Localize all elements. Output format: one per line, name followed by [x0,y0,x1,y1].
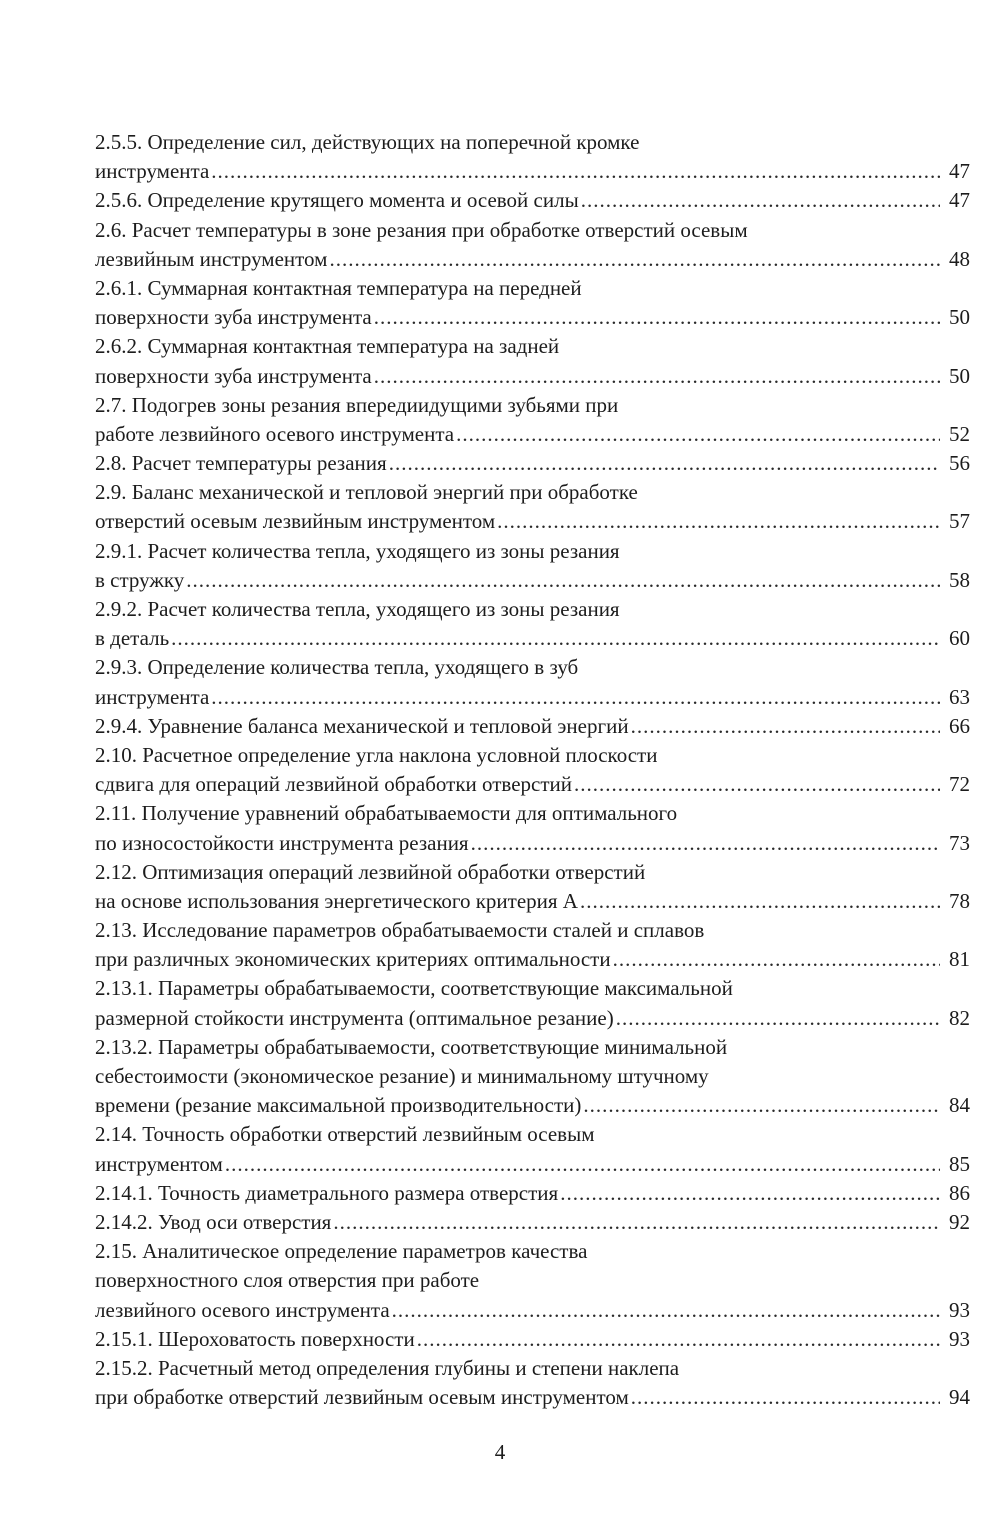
toc-entry [95,974,970,1032]
toc-entry-line: 2.11. Получение уравнений обрабатываемости для оптимального [95,801,678,826]
toc-page-number: 63 [949,684,970,709]
toc-page-number: 72 [949,772,970,797]
toc-entry-title: 2.5.6. Определение крутящего момента и осевой силы [95,188,579,213]
dot-leader [631,712,940,741]
toc-entry-title: 2.9.4. Уравнение баланса механической и тепловой энергий [95,713,629,738]
dot-leader [211,683,940,712]
toc-entry-line: 2.15. Аналитическое определение параметров качества [95,1239,588,1264]
toc-entry-title: инструмента [95,159,210,184]
toc-entry-last-line [95,186,970,215]
toc-entry-title: в стружку [95,567,185,592]
toc-page-number: 58 [949,567,970,592]
dot-leader [456,420,940,449]
toc-entry-line: 2.12. Оптимизация операций лезвийной обработки отверстий [95,859,646,884]
toc-entry-line: 2.9.3. Определение количества тепла, уходящего в зуб [95,655,579,680]
toc-entry [95,916,970,974]
toc-entry [95,537,970,595]
dot-leader [225,1150,940,1179]
toc-entry [95,858,970,916]
toc-entry-line: 2.7. Подогрев зоны резания впередиидущими зубьями при [95,392,619,417]
toc-entry-title: 2.14.2. Увод оси отверстия [95,1209,332,1234]
toc-entry-line: 2.9. Баланс механической и тепловой энергий при обработке [95,480,638,505]
dot-leader [583,1091,940,1120]
toc-entry-last-line [95,1179,970,1208]
toc-page-number: 85 [949,1151,970,1176]
toc-entry-last-line [95,1150,970,1179]
toc-entry-last-line [95,507,970,536]
toc-entry-line: 2.6.1. Суммарная контактная температура на передней [95,275,582,300]
toc-entry-title: при обработке отверстий лезвийным осевым инструментом [95,1385,629,1410]
toc-page-number: 84 [949,1093,970,1118]
toc-page-number: 66 [949,713,970,738]
page-number: 4 [494,1440,506,1464]
toc-entry-last-line [95,1325,970,1354]
toc-page-number: 57 [949,509,970,534]
toc-entry-last-line [95,945,970,974]
toc-entry-title: поверхности зуба инструмента [95,305,372,330]
dot-leader [580,887,940,916]
dot-leader [333,1208,940,1237]
toc-entry [95,332,970,390]
toc-page-number: 50 [949,363,970,388]
toc-entry-title: при различных экономических критериях оптимальности [95,947,611,972]
toc-entry-line: 2.9.1. Расчет количества тепла, уходящего из зоны резания [95,538,620,563]
toc-entry-last-line [95,624,970,653]
toc-entry-line: поверхностного слоя отверстия при работе [95,1268,480,1293]
toc-entry [95,1208,970,1237]
toc-entry-last-line [95,157,970,186]
toc-entry-last-line [95,1004,970,1033]
toc-entry-title: сдвига для операций лезвийной обработки отверстий [95,772,573,797]
toc-entry-line: 2.9.2. Расчет количества тепла, уходящего из зоны резания [95,597,620,621]
dot-leader [613,945,940,974]
toc-entry [95,1179,970,1208]
toc-entry-last-line [95,566,970,595]
toc-entry-last-line [95,1091,970,1120]
toc-entry-title: лезвийного осевого инструмента [95,1297,390,1322]
toc-entry-last-line [95,303,970,332]
toc-entry-title: размерной стойкости инструмента (оптимальное резание) [95,1005,614,1030]
toc-entry-last-line [95,887,970,916]
toc-entry [95,391,970,449]
toc-entry [95,741,970,799]
dot-leader [186,566,940,595]
toc-page-number: 47 [949,159,970,184]
toc-entry-title: лезвийным инструментом [95,246,328,271]
toc-entry-last-line [95,770,970,799]
toc-entry-line: 2.10. Расчетное определение угла наклона условной плоскости [95,742,658,767]
table-of-contents [95,128,970,1412]
toc-page-number: 82 [949,1005,970,1030]
dot-leader [171,624,940,653]
toc-entry-last-line [95,1296,970,1325]
toc-entry [95,799,970,857]
toc-entry-title: 2.15.1. Шероховатость поверхности [95,1326,415,1351]
dot-leader [211,157,940,186]
toc-entry [95,186,970,215]
toc-entry [95,274,970,332]
toc-page-number: 81 [949,947,970,972]
toc-page-number: 93 [949,1297,970,1322]
toc-entry [95,1354,970,1412]
toc-entry [95,216,970,274]
toc-entry-title: в деталь [95,626,170,651]
toc-page-number: 56 [949,451,970,476]
toc-entry-title: 2.8. Расчет температуры резания [95,451,387,476]
toc-entry-title: работе лезвийного осевого инструмента [95,421,455,446]
toc-entry-title: по износостойкости инструмента резания [95,830,469,855]
toc-entry-last-line [95,245,970,274]
toc-entry-line: себестоимости (экономическое резание) и минимальному штучному [95,1064,709,1088]
toc-entry [95,1325,970,1354]
toc-entry-title: инструмента [95,684,210,709]
toc-entry [95,1237,970,1325]
toc-entry [95,449,970,478]
toc-entry-last-line [95,712,970,741]
toc-page-number: 48 [949,246,970,271]
toc-entry-last-line [95,1383,970,1412]
toc-entry [95,1033,970,1121]
toc-entry-last-line [95,362,970,391]
toc-page-number: 94 [949,1385,970,1410]
toc-entry-last-line [95,449,970,478]
toc-page-number: 50 [949,305,970,330]
toc-entry-line: 2.15.2. Расчетный метод определения глубины и степени наклепа [95,1355,680,1380]
dot-leader [560,1179,940,1208]
toc-page-number: 86 [949,1180,970,1205]
toc-entry-line: 2.6. Расчет температуры в зоне резания при обработке отверстий осевым [95,217,748,242]
toc-entry-last-line [95,829,970,858]
dot-leader [389,449,940,478]
dot-leader [471,829,940,858]
toc-entry [95,1120,970,1178]
toc-page-number: 73 [949,830,970,855]
toc-entry-last-line [95,1208,970,1237]
toc-entry-title: времени (резание максимальной производительности) [95,1093,582,1118]
toc-entry-title: инструментом [95,1151,223,1176]
toc-entry-title: поверхности зуба инструмента [95,363,372,388]
dot-leader [497,507,940,536]
toc-page-number: 60 [949,626,970,651]
toc-entry [95,653,970,711]
toc-entry-title: на основе использования энергетического критерия А [95,888,578,913]
toc-page-number: 47 [949,188,970,213]
toc-page-number: 93 [949,1326,970,1351]
toc-entry [95,478,970,536]
toc-entry [95,128,970,186]
dot-leader [374,303,940,332]
dot-leader [631,1383,940,1412]
dot-leader [392,1296,940,1325]
toc-entry [95,712,970,741]
dot-leader [374,362,940,391]
toc-entry-line: 2.13.2. Параметры обрабатываемости, соответствующие минимальной [95,1034,728,1059]
dot-leader [581,186,940,215]
toc-entry-line: 2.6.2. Суммарная контактная температура на задней [95,334,560,359]
toc-entry [95,595,970,653]
dot-leader [417,1325,940,1354]
toc-entry-line: 2.14. Точность обработки отверстий лезвийным осевым [95,1122,595,1147]
dot-leader [329,245,940,274]
toc-page-number: 52 [949,421,970,446]
toc-entry-last-line [95,683,970,712]
toc-entry-line: 2.13.1. Параметры обрабатываемости, соответствующие максимальной [95,976,733,1001]
toc-entry-title: 2.14.1. Точность диаметрального размера отверстия [95,1180,559,1205]
toc-page-number: 78 [949,888,970,913]
toc-entry-title: отверстий осевым лезвийным инструментом [95,509,496,534]
toc-entry-line: 2.13. Исследование параметров обрабатываемости сталей и сплавов [95,918,705,943]
toc-entry-last-line [95,420,970,449]
toc-page-number: 92 [949,1209,970,1234]
dot-leader [574,770,940,799]
toc-entry-line: 2.5.5. Определение сил, действующих на поперечной кромке [95,130,640,154]
dot-leader [616,1004,940,1033]
